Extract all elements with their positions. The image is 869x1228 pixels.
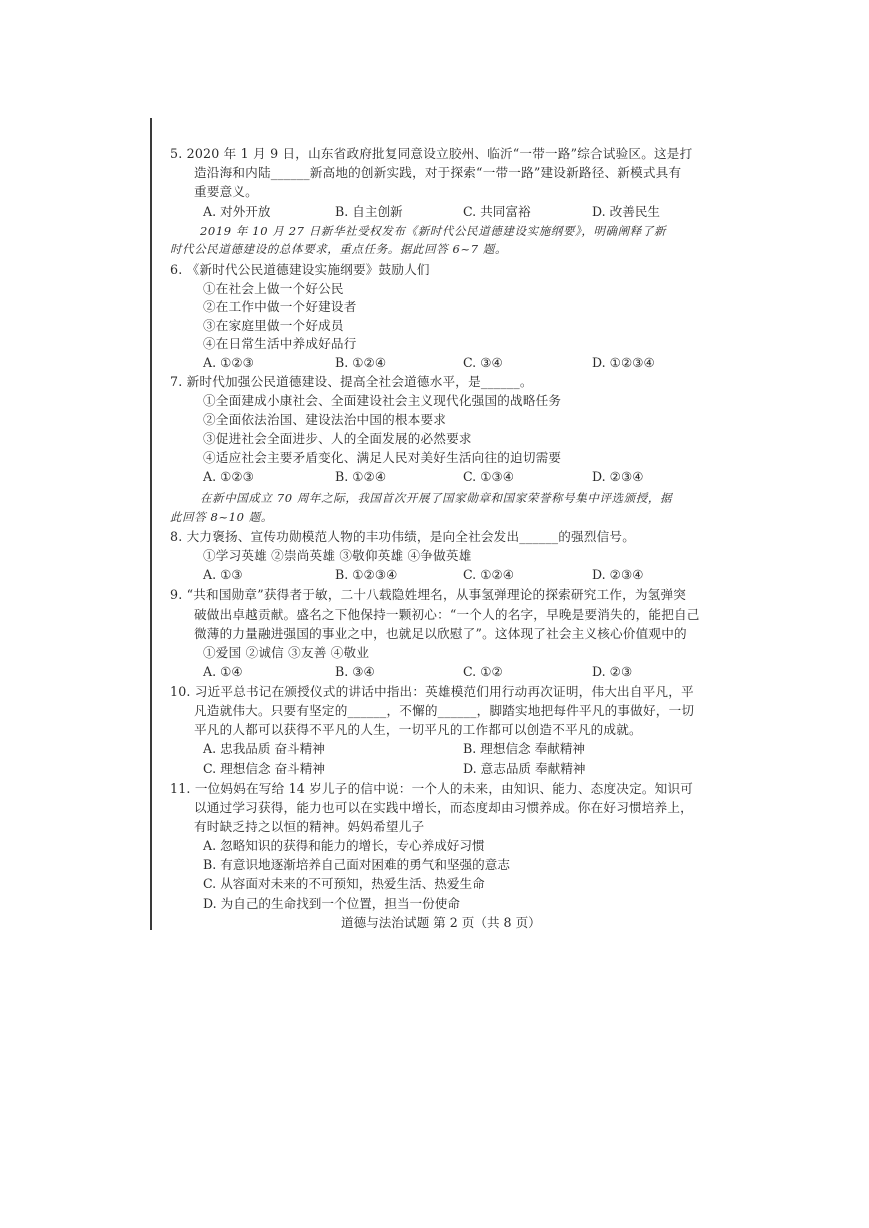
q7-option-c: C. ①③④ — [463, 469, 515, 484]
q9-option-a: A. ①④ — [203, 664, 243, 679]
q8-stem: 8. 大力褒扬、宣传功勋模范人物的丰功伟绩，是向全社会发出______的强烈信号。 — [170, 529, 636, 544]
q10-line-3: 平凡的人都可以获得不平凡的人生，一切平凡的工作都可以创造不平凡的成就。 — [194, 722, 642, 737]
q5-option-a: A. 对外开放 — [203, 204, 271, 219]
q9-items: ①爱国 ②诚信 ③友善 ④敬业 — [203, 645, 370, 660]
q5-line-2: 造沿海和内陆______新高地的创新实践，对于探索“一带一路”建设新路径、新模式具有 — [194, 165, 682, 180]
q6-item-2: ②在工作中做一个好建设者 — [203, 299, 357, 314]
q9-option-d: D. ②③ — [592, 664, 633, 679]
q7-item-4: ④适应社会主要矛盾变化、满足人民对美好生活向往的迫切需要 — [203, 450, 562, 465]
q11-option-d: D. 为自己的生命找到一个位置，担当一份使命 — [203, 896, 460, 911]
intro-6-7-line-2: 时代公民道德建设的总体要求，重点任务。据此回答 6~7 题。 — [170, 242, 508, 256]
q8-option-b: B. ①②③④ — [335, 567, 398, 582]
q7-option-a: A. ①②③ — [203, 469, 254, 484]
q7-option-d: D. ②③④ — [592, 469, 644, 484]
q6-option-d: D. ①②③④ — [592, 355, 655, 370]
q7-option-b: B. ①②④ — [335, 469, 387, 484]
q5-option-d: D. 改善民生 — [592, 204, 661, 219]
q6-item-3: ③在家庭里做一个好成员 — [203, 318, 344, 333]
q10-line-2: 凡造就伟大。只要有坚定的______，不懈的______，脚踏实地把每件平凡的事做好，一切 — [194, 703, 695, 718]
q5-line-3: 重要意义。 — [194, 184, 258, 199]
q8-option-d: D. ②③④ — [592, 567, 644, 582]
q6-item-4: ④在日常生活中养成好品行 — [203, 336, 357, 351]
q10-option-d: D. 意志品质 奉献精神 — [463, 761, 586, 776]
q11-option-c: C. 从容面对未来的不可预知，热爱生活、热爱生命 — [203, 876, 485, 891]
q9-line-2: 破做出卓越贡献。盛名之下他保持一颗初心：“一个人的名字，早晚是要消失的，能把自己 — [194, 607, 700, 622]
intro-8-10-line-1: 在新中国成立 70 周年之际，我国首次开展了国家勋章和国家荣誉称号集中评选颁授，据 — [200, 491, 673, 505]
q11-line-2: 以通过学习获得，能力也可以在实践中增长，而态度却由习惯养成。你在好习惯培养上， — [194, 800, 693, 815]
q11-line-3: 有时缺乏持之以恒的精神。妈妈希望儿子 — [194, 819, 425, 834]
q7-stem: 7. 新时代加强公民道德建设、提高全社会道德水平，是______。 — [170, 374, 533, 389]
q6-item-1: ①在社会上做一个好公民 — [203, 281, 344, 296]
page-margin-line — [150, 118, 152, 930]
q9-line-3: 微薄的力量融进强国的事业之中，也就足以欣慰了”。这体现了社会主义核心价值观中的 — [194, 626, 687, 641]
q10-option-c: C. 理想信念 奋斗精神 — [203, 761, 325, 776]
q9-option-b: B. ③④ — [335, 664, 375, 679]
q7-item-2: ②全面依法治国、建设法治中国的根本要求 — [203, 412, 447, 427]
q5-line-1: 5. 2020 年 1 月 9 日，山东省政府批复同意设立胶州、临沂“一带一路”综合试验区。这是打 — [170, 146, 693, 161]
q9-line-1: 9. “共和国勋章”获得者于敏，二十八载隐姓埋名，从事氢弹理论的探索研究工作，为氢弹突 — [170, 587, 687, 602]
q7-item-3: ③促进社会全面进步、人的全面发展的必然要求 — [203, 431, 472, 446]
q8-option-a: A. ①③ — [203, 567, 243, 582]
q6-option-b: B. ①②④ — [335, 355, 387, 370]
q6-option-a: A. ①②③ — [203, 355, 254, 370]
intro-8-10-line-2: 此回答 8~10 题。 — [170, 510, 273, 524]
q6-option-c: C. ③④ — [463, 355, 503, 370]
intro-6-7-line-1: 2019 年 10 月 27 日新华社受权发布《新时代公民道德建设实施纲要》，明确阐释了新 — [200, 224, 667, 238]
q5-option-b: B. 自主创新 — [335, 204, 403, 219]
q10-option-a: A. 忠我品质 奋斗精神 — [203, 741, 325, 756]
q11-option-a: A. 忽略知识的获得和能力的增长，专心养成好习惯 — [203, 838, 485, 853]
q9-option-c: C. ①② — [463, 664, 503, 679]
q8-items: ①学习英雄 ②崇尚英雄 ③敬仰英雄 ④争做英雄 — [203, 548, 472, 563]
page-footer: 道德与法治试题 第 2 页（共 8 页） — [341, 915, 541, 930]
q5-option-c: C. 共同富裕 — [463, 204, 531, 219]
q8-option-c: C. ①②④ — [463, 567, 515, 582]
q6-stem: 6. 《新时代公民道德建设实施纲要》鼓励人们 — [170, 262, 430, 277]
q11-option-b: B. 有意识地逐渐培养自己面对困难的勇气和坚强的意志 — [203, 857, 510, 872]
q10-option-b: B. 理想信念 奉献精神 — [463, 741, 586, 756]
q10-line-1: 10. 习近平总书记在颁授仪式的讲话中指出：英雄模范们用行动再次证明，伟大出自平凡，平 — [170, 684, 694, 699]
q7-item-1: ①全面建成小康社会、全面建设社会主义现代化强国的战略任务 — [203, 393, 562, 408]
q11-line-1: 11. 一位妈妈在写给 14 岁儿子的信中说：一个人的未来，由知识、能力、态度决定。知识可 — [170, 781, 694, 796]
